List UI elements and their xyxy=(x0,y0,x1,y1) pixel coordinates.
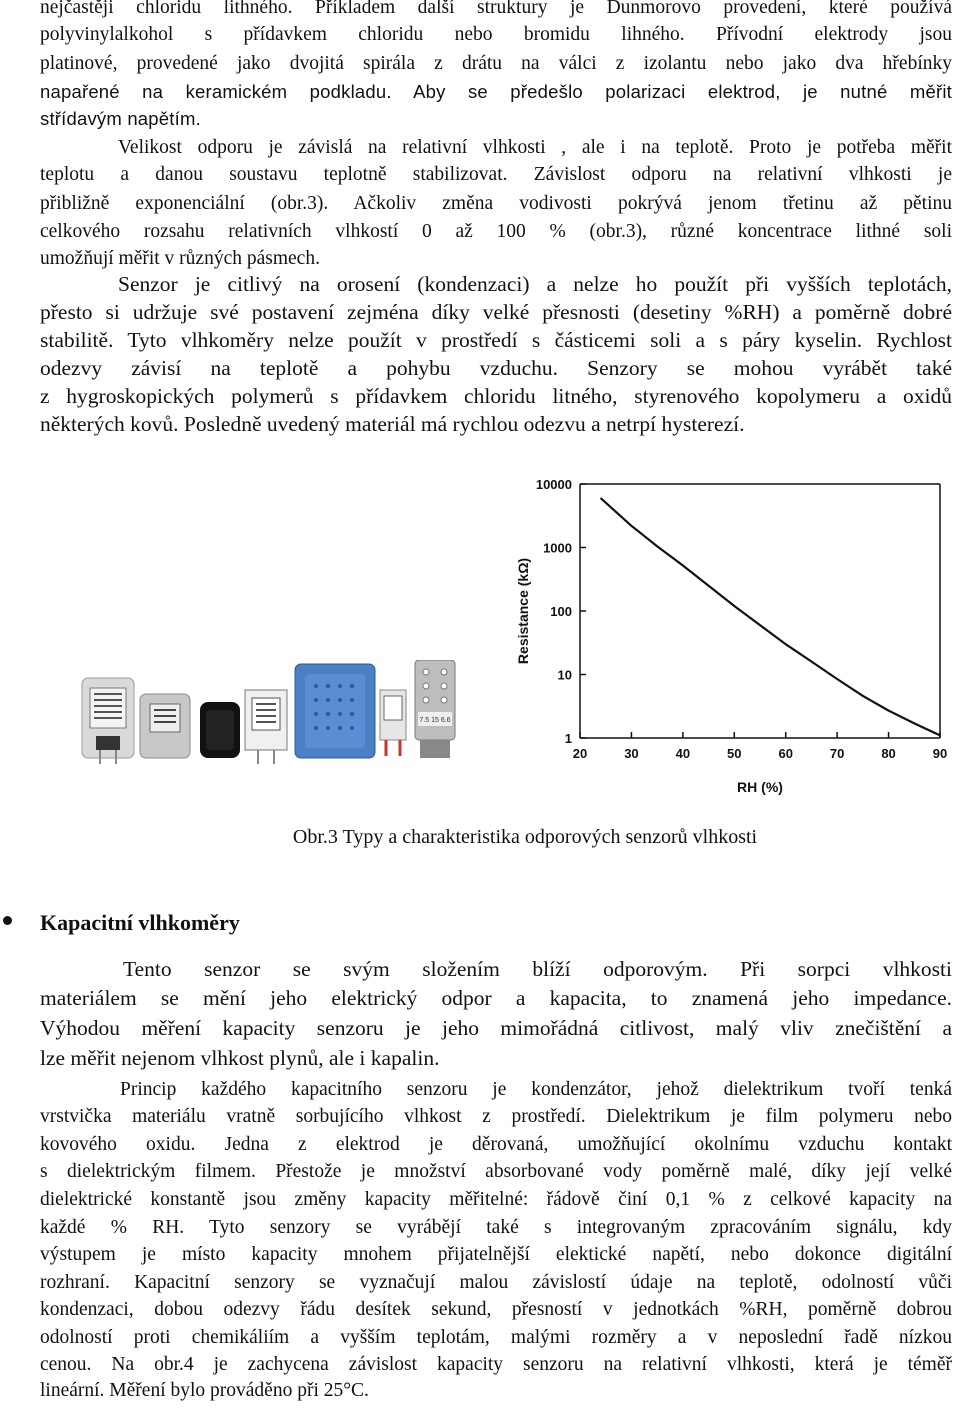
text-line: lineární. Měření bylo prováděno při 25°C. xyxy=(40,1380,369,1401)
text-line: přibližně exponenciální (obr.3). Ačkoliv změna vodivosti pokrývá jenom třetinu až pětinu xyxy=(40,193,952,214)
text-line: kondenzaci, dobou odezvy řádu desítek sekund, přesností v jednotkách %RH, poměrně dobrou xyxy=(40,1299,952,1320)
text-line: střídavým napětím. xyxy=(40,108,201,129)
sensor-tall-metal-icon xyxy=(415,660,455,758)
x-tick-label: 70 xyxy=(829,746,845,761)
sensor-white-grid-icon xyxy=(82,678,134,764)
sensor-grey-grid-icon xyxy=(140,694,190,758)
text-line: stabilitě. Tyto vlhkoměry nelze použít v prostředí s částicemi soli a s páry kyselin. Rychlost xyxy=(40,328,952,352)
chart-ticks xyxy=(536,477,947,761)
x-tick-label: 30 xyxy=(624,746,639,761)
y-tick-label: 1000 xyxy=(543,540,572,556)
x-tick-label: 20 xyxy=(572,746,588,761)
text-line: s dielektrickým filmem. Přestože je množství absorbované vody poměrně malé, díky její velké xyxy=(40,1161,952,1182)
text-line: vrstvička materiálu vratně sorbujícího vlhkost z prostředí. Dielektrikum je film polymeru nebo xyxy=(40,1106,952,1127)
sensor-photos xyxy=(80,660,460,765)
y-tick-label: 100 xyxy=(550,604,572,619)
text-line: napařené na keramickém podkladu. Aby se předešlo polarizaci elektrod, je nutné měřit xyxy=(40,81,952,102)
text-line: přesto si udržuje své postavení zejména díky velké přesnosti (desetiny %RH) a poměrně dobré xyxy=(40,300,952,324)
text-line: umožňují měřit v různých pásmech. xyxy=(40,248,320,269)
text-line: polyvinylalkohol s přídavkem chloridu nebo bromidu lihného. Přívodní elektrody jsou xyxy=(40,24,952,45)
x-tick-label: 50 xyxy=(727,746,742,761)
text-line: některých kovů. Posledně uvedený materiál má rychlou odezvu a netrpí hysterezí. xyxy=(40,412,745,436)
y-axis-label: Resistance (kΩ) xyxy=(515,557,531,665)
text-line: cenou. Na obr.4 je zachycena závislost kapacity senzoru na relativní vlhkosti, která je téměř xyxy=(40,1354,952,1375)
y-tick-label: 10000 xyxy=(535,477,572,492)
text-line: celkového rozsahu relativních vlhkostí 0 až 100 % (obr.3), různé koncentrace lithné soli xyxy=(40,221,952,242)
x-tick-label: 60 xyxy=(778,746,793,761)
text-line: Výhodou měření kapacity senzoru je jeho mimořádná citlivost, malý vliv znečištění a xyxy=(40,1016,952,1040)
bullet-icon xyxy=(3,916,12,925)
figure-caption: Obr.3 Typy a charakteristika odporových senzorů vlhkosti xyxy=(292,826,758,848)
sensor-black-icon xyxy=(200,702,240,758)
sensor-blue-perforated-icon xyxy=(295,664,375,758)
text-line: Velikost odporu je závislá na relativní vlhkosti , ale i na teplotě. Proto je potřeba měřit xyxy=(118,137,952,158)
text-line: každé % RH. Tyto senzory se vyrábějí také s integrovaným zpracováním signálu, kdy xyxy=(40,1217,952,1238)
text-line: platinové, provedené jako dvojitá spirála z drátu na válci z izolantu nebo jako dva hřebínky xyxy=(40,53,952,74)
resistance-curve xyxy=(601,498,940,735)
text-line: kovového oxidu. Jedna z elektrod je děrovaná, umožňující okolnímu vzduchu kontakt xyxy=(40,1134,952,1155)
text-line: odezvy závisí na teplotě a pohybu vzduchu. Senzory se mohou vyrábět také xyxy=(40,356,952,380)
text-line: Senzor je citlivý na orosení (kondenzaci) a nelze ho použít při vyšších teplotách, xyxy=(118,272,952,296)
resistance-chart xyxy=(500,470,960,810)
text-line: nejčastěji chloridu lithného. Příkladem další struktury je Dunmorovo provedení, které používá xyxy=(40,0,952,18)
text-line: Tento senzor se svým složením blíží odporovým. Při sorpci vlhkosti xyxy=(123,957,952,981)
text-line: výstupem je místo kapacity mnohem přijatelnější elektické napětí, nebo dokonce digitální xyxy=(40,1244,952,1265)
text-line: Princip každého kapacitního senzoru je kondenzátor, jehož dielektrikum tvoří tenká xyxy=(120,1079,952,1100)
x-axis-label: RH (%) xyxy=(737,779,783,795)
text-line: z hygroskopických polymerů s přídavkem chloridu litného, styrenového kopolymeru a oxidů xyxy=(40,384,952,408)
text-line: dielektrické konstantě jsou změny kapacity měřitelné: řádově činí 0,1 % z celkové kapacity na xyxy=(40,1189,952,1210)
text-line: materiálem se mění jeho elektrický odpor a kapacita, to znamená jeho impedance. xyxy=(40,986,952,1010)
text-line: teplotu a danou soustavu teplotně stabilizovat. Závislost odporu na relativní vlhkosti je xyxy=(40,164,952,185)
x-tick-label: 80 xyxy=(881,746,896,761)
text-line: rozhraní. Kapacitní senzory se vyznačují malou závislostí údaje na teplotě, odolností vůči xyxy=(40,1272,952,1293)
y-tick-label: 10 xyxy=(557,667,572,683)
y-tick-label: 1 xyxy=(564,731,572,746)
chart-axes xyxy=(580,484,940,738)
section-heading: Kapacitní vlhkoměry xyxy=(40,910,240,935)
text-line: lze měřit nejenom vlhkost plynů, ale i kapalin. xyxy=(40,1046,440,1070)
sensor-label: 7.5 15 6.6 xyxy=(419,717,451,724)
text-line: odolností proti chemikáliím a vyšším teplotám, malými rozměry a v neposlední řadě nízkou xyxy=(40,1327,952,1348)
x-tick-label: 40 xyxy=(675,746,691,761)
chart-series xyxy=(601,498,940,735)
x-tick-label: 90 xyxy=(932,746,948,761)
